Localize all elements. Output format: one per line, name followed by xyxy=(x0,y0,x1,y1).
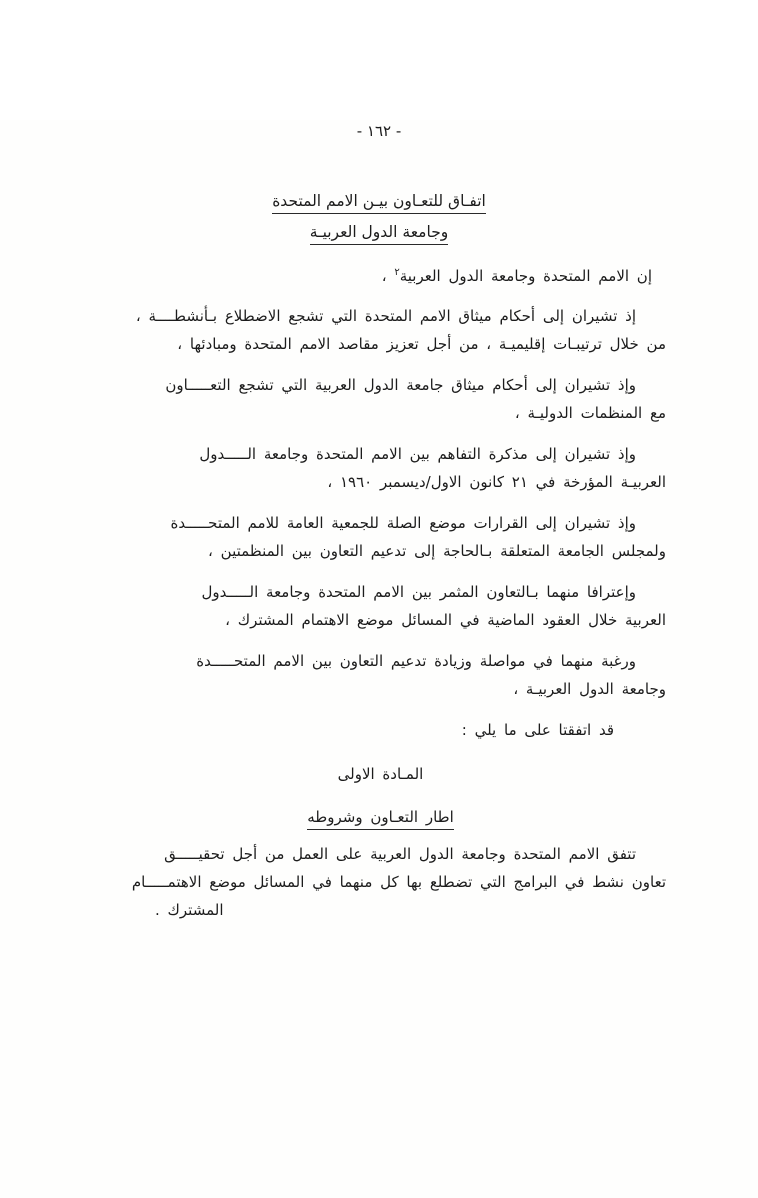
article-one-heading: المـادة الاولى xyxy=(337,765,424,783)
paragraph-line: تتفق الامم المتحدة وجامعة الدول العربية على العمل من أجل تحقيـــــق xyxy=(164,845,636,863)
paragraph-line: ولمجلس الجامعة المتعلقة بـالحاجة إلى تدعيم التعاون بين المنظمتين ، xyxy=(208,542,666,560)
preamble-paragraph-1 xyxy=(95,302,666,358)
document-body xyxy=(95,262,666,924)
paragraph-line: وإذ تشيران إلى القرارات موضع الصلة للجمعية العامة للامم المتحـــــدة xyxy=(170,514,636,532)
paragraph-line: المشترك . xyxy=(155,901,224,919)
paragraph-line: تعاون نشط في البرامج التي تضطلع بها كل منهما في المسائل موضع الاهتمـــــام xyxy=(131,873,666,891)
document-page xyxy=(0,120,758,1198)
preamble-paragraph-6 xyxy=(95,647,666,703)
preamble-paragraph-4 xyxy=(95,509,666,565)
article-one-subheading xyxy=(95,803,666,831)
agreement-clause: قد اتفقتا على ما يلي : xyxy=(461,721,614,739)
title-line-2 xyxy=(0,217,758,248)
paragraph-line: وإعترافا منهما بـالتعاون المثمر بين الامم المتحدة وجامعة الـــــدول xyxy=(201,583,636,601)
paragraph-line: مع المنظمات الدوليـة ، xyxy=(514,404,666,422)
title-line-1 xyxy=(0,186,758,217)
paragraph-line: وإذ تشيران إلى أحكام ميثاق جامعة الدول العربية التي تشجع التعـــــاون xyxy=(165,376,636,394)
preamble-paragraph-2 xyxy=(95,371,666,427)
preamble-opening xyxy=(95,262,666,290)
paragraph-line: وجامعة الدول العربيـة ، xyxy=(513,680,666,698)
article-one-subheading-text: اطار التعـاون وشروطه xyxy=(307,808,454,830)
footnote-marker: ٢ xyxy=(394,267,400,278)
document-title xyxy=(0,186,758,248)
preamble-paragraph-3 xyxy=(95,440,666,496)
paragraph-line: ورغبة منهما في مواصلة وزيادة تدعيم التعاون بين الامم المتحـــــدة xyxy=(196,652,636,670)
title-line-1-text: اتفـاق للتعـاون بيـن الامم المتحدة xyxy=(272,192,486,214)
page-number: - ١٦٢ - xyxy=(356,122,402,140)
preamble-opening-text: إن الامم المتحدة وجامعة الدول العربية xyxy=(399,267,652,285)
preamble-paragraph-5 xyxy=(95,578,666,634)
preamble-opening-suffix: ، xyxy=(381,267,395,285)
paragraph-line: العربيـة المؤرخة في ٢١ كانون الاول/ديسمبر ١٩٦٠ ، xyxy=(327,473,666,491)
paragraph-line: العربية خلال العقود الماضية في المسائل موضع الاهتمام المشترك ، xyxy=(225,611,666,629)
paragraph-line: إذ تشيران إلى أحكام ميثاق الامم المتحدة التي تشجع الاضطلاع بـأنشطــــة ، xyxy=(135,307,636,325)
title-line-2-text: وجامعة الدول العربيـة xyxy=(310,223,449,245)
paragraph-line: من خلال ترتيبـات إقليميـة ، من أجل تعزيز مقاصد الامم المتحدة ومبادئها ، xyxy=(177,335,666,353)
article-one-body xyxy=(95,840,666,924)
paragraph-line: وإذ تشيران إلى مذكرة التفاهم بين الامم المتحدة وجامعة الـــــدول xyxy=(199,445,636,463)
